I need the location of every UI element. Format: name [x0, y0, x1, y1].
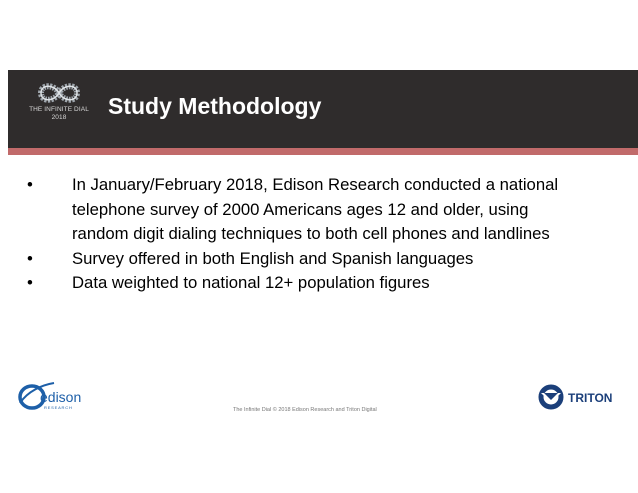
footer-text: The Infinite Dial © 2018 Edison Research and Triton Digital	[233, 407, 377, 413]
edison-logo-sub: RESEARCH	[44, 405, 73, 410]
bullet-marker: •	[27, 175, 33, 194]
bullet-list	[22, 173, 582, 296]
logo-text-line1: THE INFINITE DIAL	[29, 106, 89, 113]
triton-logo	[538, 378, 630, 418]
triton-logo-name: TRITON	[568, 391, 613, 405]
header-accent-stripe	[8, 148, 638, 155]
edison-logo-icon	[18, 377, 102, 417]
infinite-dial-logo	[22, 80, 96, 138]
bullet-marker: •	[27, 248, 33, 268]
bullet-marker: •	[27, 273, 33, 292]
bullet-text: Data weighted to national 12+ population figures	[72, 273, 430, 292]
triton-logo-icon	[538, 378, 630, 418]
slide-title: Study Methodology	[108, 93, 322, 119]
bullet-text: In January/February 2018, Edison Research conducted a national telephone survey of 2000 Americans ages 12 and older, using random digit dialing techniques to both cell phones and landlines	[72, 175, 559, 243]
infinite-dial-logo-icon	[37, 80, 81, 106]
bullet-item	[22, 271, 582, 296]
edison-logo	[18, 377, 102, 417]
edison-logo-name: edison	[40, 389, 82, 405]
logo-text-line2: 2018	[51, 114, 67, 121]
bullet-text: Survey offered in both English and Spanish languages	[72, 248, 474, 268]
header-bar	[8, 70, 638, 148]
bullet-item	[22, 247, 582, 272]
bullet-item	[22, 173, 582, 247]
